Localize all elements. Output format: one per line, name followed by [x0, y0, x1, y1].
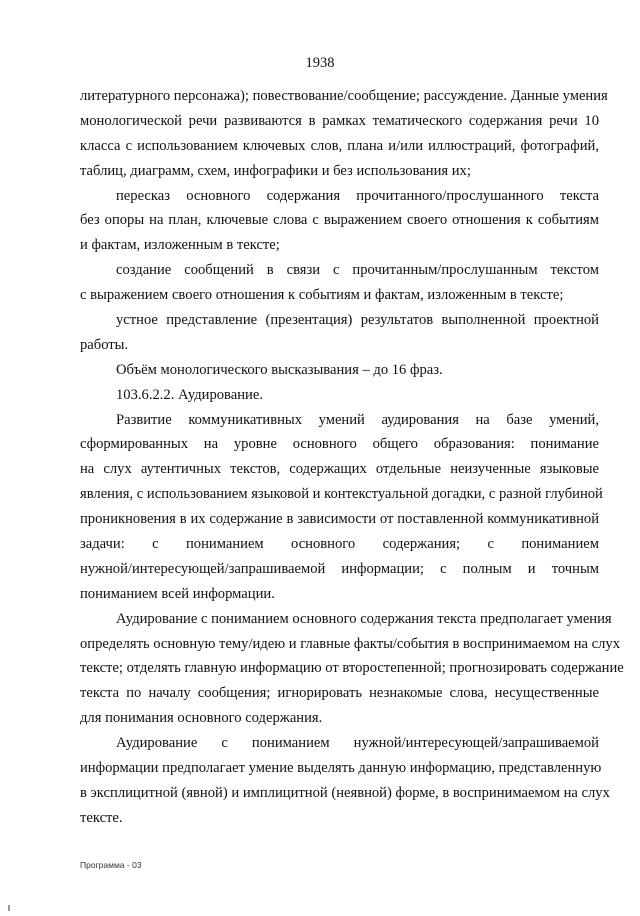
text-line: тексте; отделять главную информацию от второстепенной; прогнозировать содержание: [80, 660, 624, 677]
text-line: сформированных на уровне основного общего образования: понимание: [80, 436, 599, 453]
text-line: и фактам, изложенным в тексте;: [80, 237, 280, 254]
text-line: пересказ основного содержания прочитанного/прослушанного текста: [116, 187, 599, 204]
text-line: таблиц, диаграмм, схем, инфографики и без использования их;: [80, 162, 471, 179]
text-line: Развитие коммуникативных умений аудирования на базе умений,: [116, 411, 599, 428]
text-line: в эксплицитной (явной) и имплицитной (неявной) форме, в воспринимаемом на слух: [80, 784, 610, 801]
scan-edge-mark: [8, 905, 10, 911]
text-line: Аудирование с пониманием нужной/интересующей/запрашиваемой: [116, 735, 599, 752]
text-line: устное представление (презентация) результатов выполненной проектной: [116, 312, 599, 329]
text-line: работы.: [80, 336, 129, 353]
text-line: класса с использованием ключевых слов, плана и/или иллюстраций, фотографий,: [80, 137, 599, 154]
text-line: с выражением своего отношения к событиям и фактам, изложенным в тексте;: [80, 287, 564, 304]
page-footer: Программа - 03: [80, 860, 142, 870]
text-line: Объём монологического высказывания – до 16 фраз.: [116, 361, 443, 378]
document-body: [80, 84, 624, 831]
text-line: информации предполагает умение выделять данную информацию, представленную: [80, 760, 602, 777]
text-line: нужной/интересующей/запрашиваемой информации; с полным и точным: [80, 560, 599, 577]
text-line: литературного персонажа); повествование/сообщение; рассуждение. Данные умения: [80, 88, 608, 104]
text-line: без опоры на план, ключевые слова с выражением своего отношения к событиям: [80, 212, 599, 229]
text-line: пониманием всей информации.: [80, 585, 275, 602]
text-line: 103.6.2.2. Аудирование.: [116, 386, 263, 403]
text-line: определять основную тему/идею и главные факты/события в воспринимаемом на слух: [80, 635, 621, 652]
text-line: на слух аутентичных текстов, содержащих отдельные неизученные языковые: [80, 461, 599, 478]
text-line: тексте.: [80, 809, 123, 826]
text-line: создание сообщений в связи с прочитанным/прослушанным текстом: [116, 262, 599, 279]
text-line: монологической речи развиваются в рамках тематического содержания речи 10: [80, 112, 599, 129]
text-line: явления, с использованием языковой и контекстуальной догадки, с разной глубиной: [80, 486, 603, 503]
text-line: Аудирование с пониманием основного содержания текста предполагает умения: [116, 610, 612, 627]
text-line: текста по началу сообщения; игнорировать незнакомые слова, несущественные: [80, 685, 599, 702]
text-line: задачи: с пониманием основного содержания; с пониманием: [80, 536, 599, 553]
text-line: проникновения в их содержание в зависимости от поставленной коммуникативной: [80, 511, 599, 528]
page-number: 1938: [305, 55, 335, 71]
text-line: для понимания основного содержания.: [80, 710, 323, 727]
